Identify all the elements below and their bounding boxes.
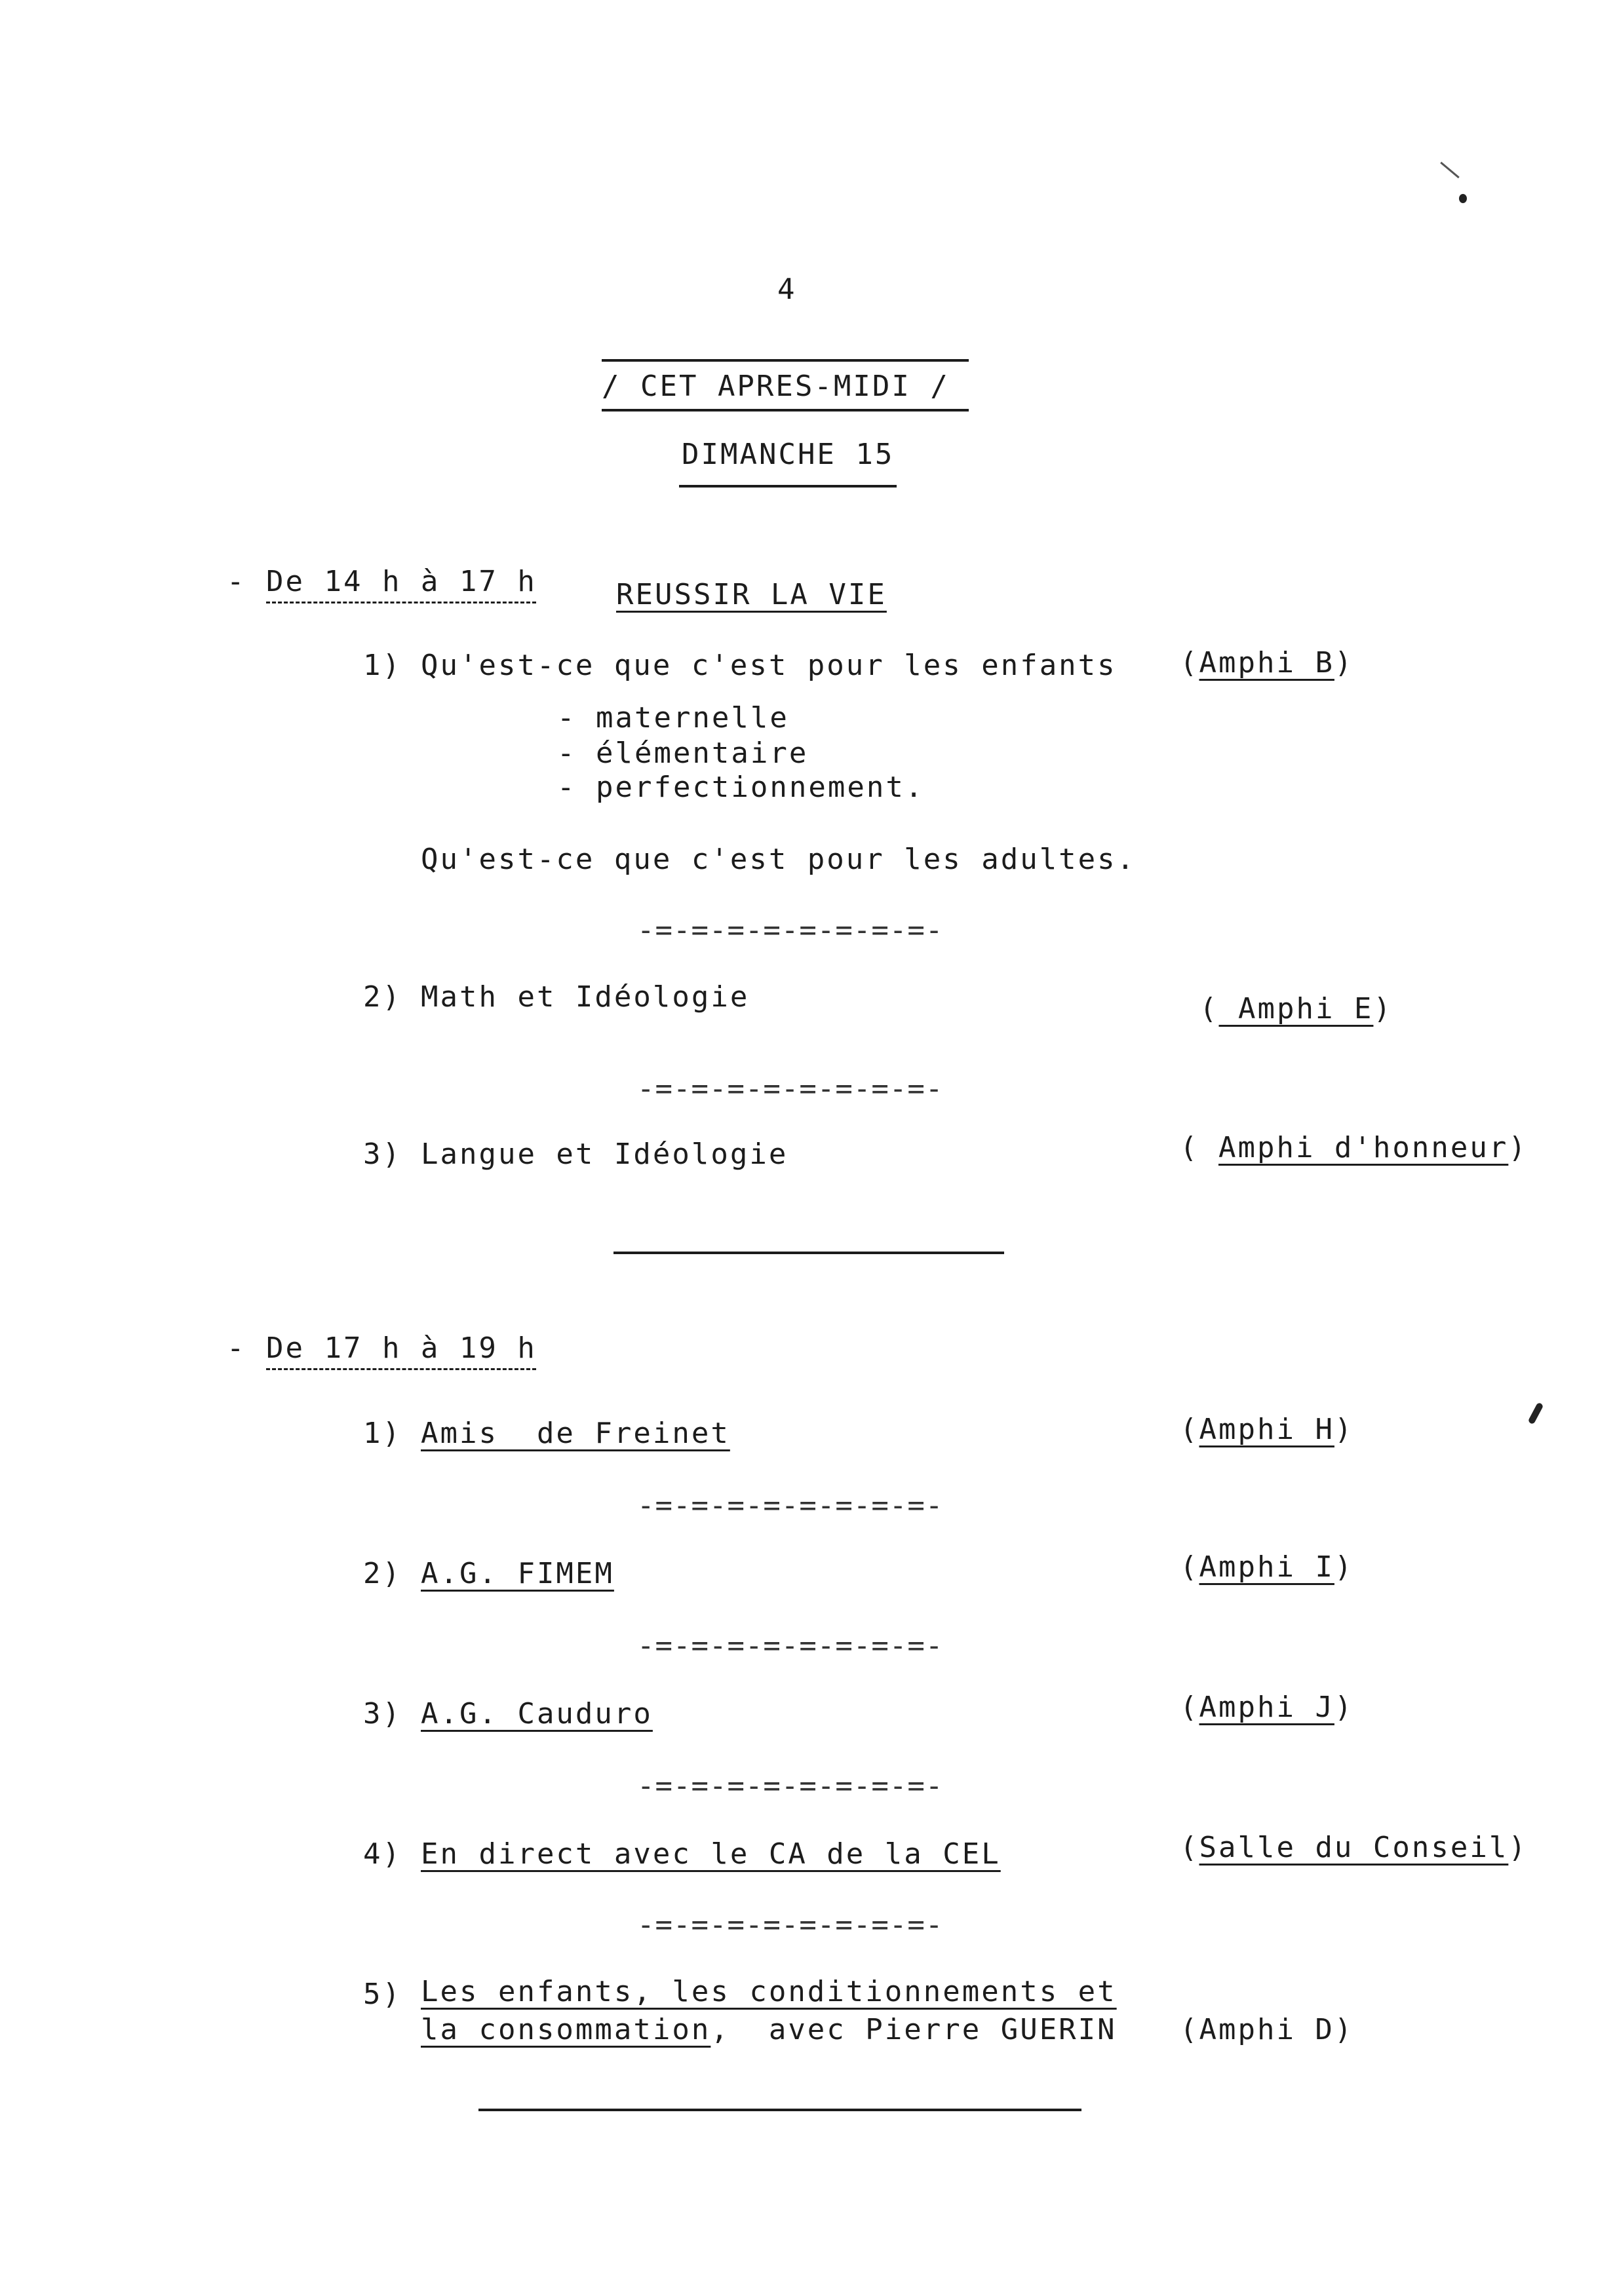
room-name: Amphi B [1199,646,1334,679]
block1-item3-room [1180,1131,1528,1164]
block2-item3-room [1180,1693,1353,1722]
separator: -=-=-=-=-=-=-=-=- [637,1629,944,1662]
block1-item1-number: 1) [363,649,402,682]
block1-time: De 14 h à 17 h [266,565,537,598]
block2-item5-room: (Amphi D) [1180,2013,1354,2046]
scan-mark [1528,1402,1544,1425]
block1-adults-text: Qu'est-ce que c'est pour les adultes. [421,843,1137,876]
room-name: Amphi H [1199,1413,1334,1446]
block1-subitem: - maternelle [557,701,789,735]
block2-item1-text: Amis de Freinet [421,1417,730,1450]
block2-item2-room [1180,1550,1354,1584]
room-open: ( [1180,1131,1218,1164]
section-divider [613,1252,1004,1254]
room-close: ) [1334,1550,1354,1584]
block1-item2-room [1199,992,1393,1025]
block2-item4-text: En direct avec le CA de la CEL [421,1837,1001,1871]
block1-theme: REUSSIR LA VIE [616,578,887,611]
room-name: Amphi d'honneur [1218,1131,1509,1164]
block2-time: De 17 h à 19 h [266,1331,537,1365]
block2-item2-number: 2) [363,1557,402,1590]
block2-item1-room [1180,1415,1353,1444]
block1-item2-number: 2) [363,980,402,1014]
room-close: ) [1334,1413,1354,1446]
room-close: ) [1334,1691,1354,1724]
block1-dash: - [227,565,246,598]
item5-rest: , avec Pierre GUERIN [710,2013,1117,2046]
block2-item2-text: A.G. FIMEM [421,1557,614,1590]
block2-item3-text: A.G. Cauduro [421,1697,653,1731]
room-open: ( [1180,1831,1199,1864]
room-open: ( [1180,1691,1199,1724]
header-day: DIMANCHE 15 [682,438,895,471]
separator: -=-=-=-=-=-=-=-=- [637,1769,944,1803]
room-close: ) [1508,1131,1528,1164]
header-underline [602,409,969,411]
page-number: 4 [777,273,797,306]
block2-item5-line1: Les enfants, les conditionnements et [421,1975,1117,2008]
block1-item2-text: Math et Idéologie [421,980,750,1014]
separator: -=-=-=-=-=-=-=-=- [637,1072,944,1105]
block2-dash: - [227,1331,246,1365]
separator: -=-=-=-=-=-=-=-=- [637,1908,944,1942]
header-overline [602,359,969,362]
block1-item1-text: Qu'est-ce que c'est pour les enfants [421,649,1117,682]
block1-item3-text: Langue et Idéologie [421,1138,788,1171]
room-name: Amphi E [1218,992,1374,1025]
block2-item1-number: 1) [363,1417,402,1450]
block2-item3-number: 3) [363,1697,402,1731]
room-name: Salle du Conseil [1199,1831,1509,1864]
room-name: Amphi I [1199,1550,1334,1584]
separator: -=-=-=-=-=-=-=-=- [637,1489,944,1522]
room-open: ( [1180,1550,1199,1584]
header-title: / CET APRES-MIDI / [602,370,950,403]
scan-mark [1440,162,1460,178]
block2-item4-number: 4) [363,1837,402,1871]
room-close: ) [1508,1831,1528,1864]
block1-subitem: - perfectionnement. [557,771,925,804]
room-close: ) [1373,992,1393,1025]
block2-item5-line2 [421,2013,1117,2046]
room-open: ( [1180,646,1199,679]
separator: -=-=-=-=-=-=-=-=- [637,913,944,947]
scan-mark [1459,194,1467,203]
block2-item4-room [1180,1833,1528,1862]
bottom-divider [478,2109,1081,2111]
room-open: ( [1180,1413,1199,1446]
block1-subitem: - élémentaire [557,737,809,770]
header-day-underline [679,485,897,488]
item5-underlined-part: la consommation [421,2013,711,2046]
room-name: Amphi J [1199,1691,1334,1724]
block1-item3-number: 3) [363,1138,402,1171]
room-close: ) [1334,646,1354,679]
block2-item5-number: 5) [363,1978,402,2011]
room-open: ( [1199,992,1219,1025]
block1-item1-room [1180,646,1354,679]
